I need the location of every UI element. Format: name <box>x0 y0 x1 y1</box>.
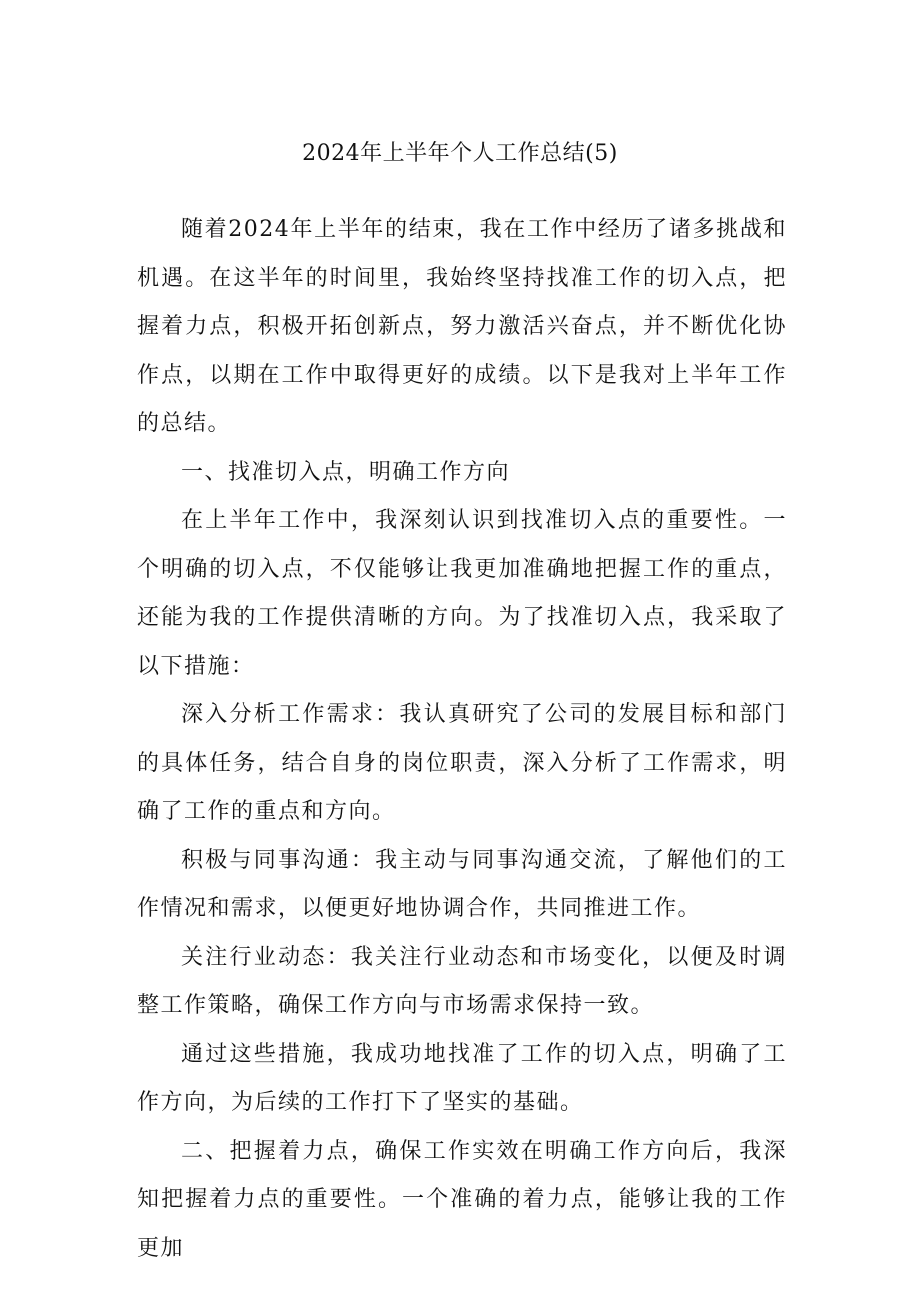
paragraph-measure-industry: 关注行业动态：我关注行业动态和市场变化，以便及时调整工作策略，确保工作方向与市场需求保持一致。 <box>137 944 787 1018</box>
paragraph-section1-conclusion: 通过这些措施，我成功地找准了工作的切入点，明确了工作方向，为后续的工作打下了坚实的基础。 <box>137 1041 787 1115</box>
paragraph-intro: 随着2024年上半年的结束，我在工作中经历了诸多挑战和机遇。在这半年的时间里，我始终坚持找准工作的切入点，把握着力点，积极开拓创新点，努力激活兴奋点，并不断优化协作点，以期在工作中取得更好的成绩。以下是我对上半年工作的总结。 <box>137 217 787 436</box>
document-body <box>137 206 787 1273</box>
section-heading-1: 一、找准切入点，明确工作方向 <box>181 459 511 485</box>
paragraph-measure-analysis: 深入分析工作需求：我认真研究了公司的发展目标和部门的具体任务，结合自身的岗位职责，深入分析了工作需求，明确了工作的重点和方向。 <box>137 702 787 824</box>
document-title: 2024年上半年个人工作总结(5) <box>302 141 618 166</box>
paragraph-measure-communication: 积极与同事沟通：我主动与同事沟通交流，了解他们的工作情况和需求，以便更好地协调合作，共同推进工作。 <box>137 847 787 921</box>
paragraph-section1-intro: 在上半年工作中，我深刻认识到找准切入点的重要性。一个明确的切入点，不仅能够让我更加准确地把握工作的重点，还能为我的工作提供清晰的方向。为了找准切入点，我采取了以下措施： <box>137 508 787 679</box>
paragraph-section2-start: 二、把握着力点，确保工作实效在明确工作方向后，我深知把握着力点的重要性。一个准确的着力点，能够让我的工作更加 <box>137 1138 787 1261</box>
